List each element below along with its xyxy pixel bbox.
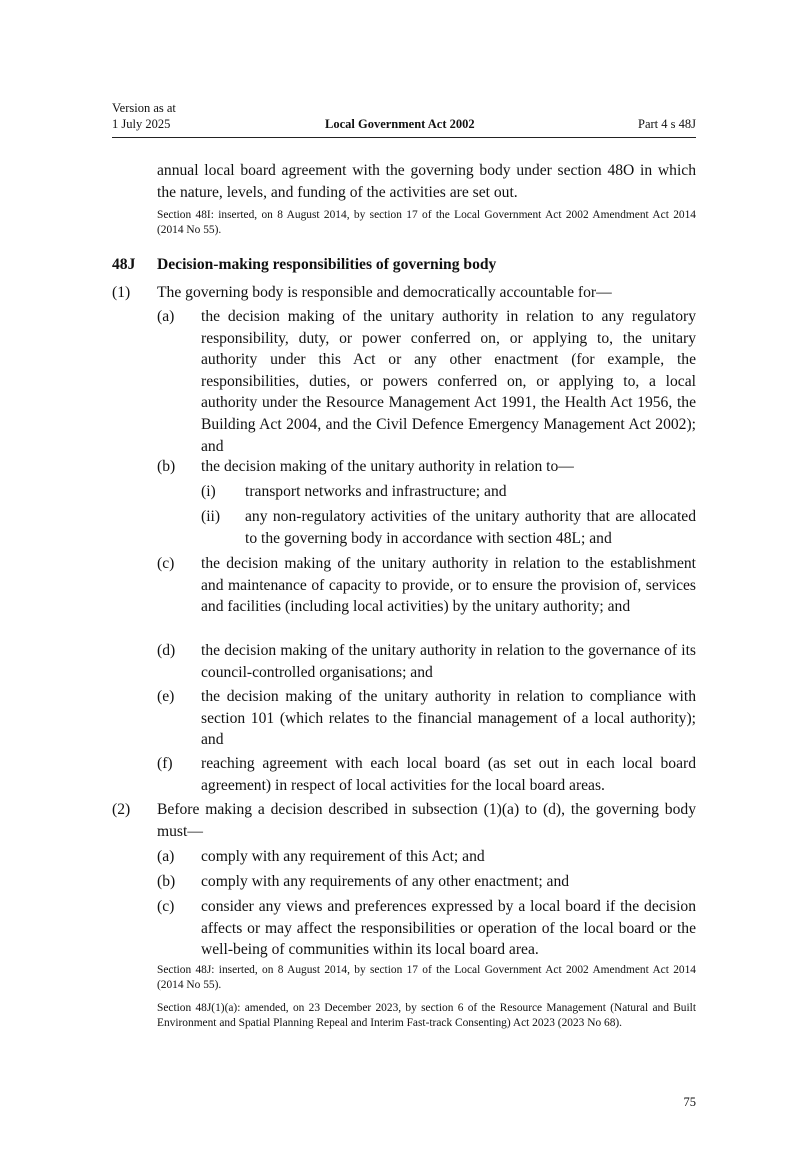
section-title: Decision-making responsibilities of governing body	[157, 256, 497, 273]
paragraph-text: the decision making of the unitary authority in relation to—	[201, 458, 574, 475]
history-note: Section 48J(1)(a): amended, on 23 December 2023, by section 6 of the Resource Management (Natural and Built Environment and Spatial Planning Repeal and Interim Fast-track Consenting) Act 2023 (2023 No 68).	[157, 1002, 696, 1029]
section-number: 48J	[112, 256, 136, 273]
paragraph-text: the decision making of the unitary authority in relation to the establishment and maintenance of capacity to provide, or to ensure the provision of, services and facilities (including local activities) by the unitary authority; and	[201, 555, 696, 616]
page-number: 75	[683, 1095, 696, 1109]
history-note: Section 48I: inserted, on 8 August 2014, by section 17 of the Local Government Act 2002 Amendment Act 2014 (2014 No 55).	[157, 209, 696, 236]
version-date: 1 July 2025	[112, 117, 171, 131]
subsection-text: The governing body is responsible and democratically accountable for—	[157, 284, 612, 301]
paragraph-label: (a)	[157, 848, 175, 865]
subparagraph-label: (ii)	[201, 508, 221, 525]
paragraph-label: (d)	[157, 642, 176, 659]
paragraph-text: the decision making of the unitary authority in relation to the governance of its council-controlled organisations; and	[201, 642, 696, 681]
version-info	[112, 100, 176, 132]
subsection-text: Before making a decision described in subsection (1)(a) to (d), the governing body must—	[157, 801, 696, 840]
paragraph-text: comply with any requirements of any other enactment; and	[201, 873, 570, 890]
intro-paragraph: annual local board agreement with the governing body under section 48O in which the nature, levels, and funding of the activities are set out.	[157, 162, 696, 201]
paragraph-text: consider any views and preferences expressed by a local board if the decision affects or may affect the responsibilities or operation of the local board or the well-being of communities within its local board area.	[201, 898, 696, 959]
paragraph-label: (b)	[157, 458, 176, 475]
paragraph-label: (c)	[157, 898, 175, 915]
version-label: Version as at	[112, 101, 176, 115]
paragraph-label: (c)	[157, 555, 175, 572]
subparagraph-label: (i)	[201, 483, 216, 500]
paragraph-text: the decision making of the unitary authority in relation to compliance with section 101 (which relates to the financial management of a local authority); and	[201, 688, 696, 749]
subsection-label: (2)	[112, 801, 131, 818]
paragraph-text: comply with any requirement of this Act; and	[201, 848, 485, 865]
header-rule	[112, 137, 696, 138]
paragraph-text: reaching agreement with each local board (as set out in each local board agreement) in respect of local activities for the local board areas.	[201, 755, 696, 794]
history-note: Section 48J: inserted, on 8 August 2014, by section 17 of the Local Government Act 2002 Amendment Act 2014 (2014 No 55).	[157, 964, 696, 991]
subsection-label: (1)	[112, 284, 131, 301]
paragraph-label: (a)	[157, 308, 175, 325]
part-reference: Part 4 s 48J	[638, 117, 696, 131]
paragraph-label: (e)	[157, 688, 175, 705]
act-title: Local Government Act 2002	[325, 117, 475, 131]
subparagraph-text: any non-regulatory activities of the unitary authority that are allocated to the governing body in accordance with section 48L; and	[245, 508, 696, 547]
paragraph-text: the decision making of the unitary authority in relation to any regulatory responsibility, duty, or power conferred on, or applying to, the unitary authority under this Act or any other enactment (for example, the responsibilities, duties, or powers conferred on, or applying to, a local authority under the Resource Management Act 1991, the Health Act 1956, the Building Act 2004, and the Civil Defence Emergency Management Act 2002); and	[201, 308, 696, 455]
paragraph-label: (f)	[157, 755, 173, 772]
paragraph-label: (b)	[157, 873, 176, 890]
subparagraph-text: transport networks and infrastructure; and	[245, 483, 507, 500]
